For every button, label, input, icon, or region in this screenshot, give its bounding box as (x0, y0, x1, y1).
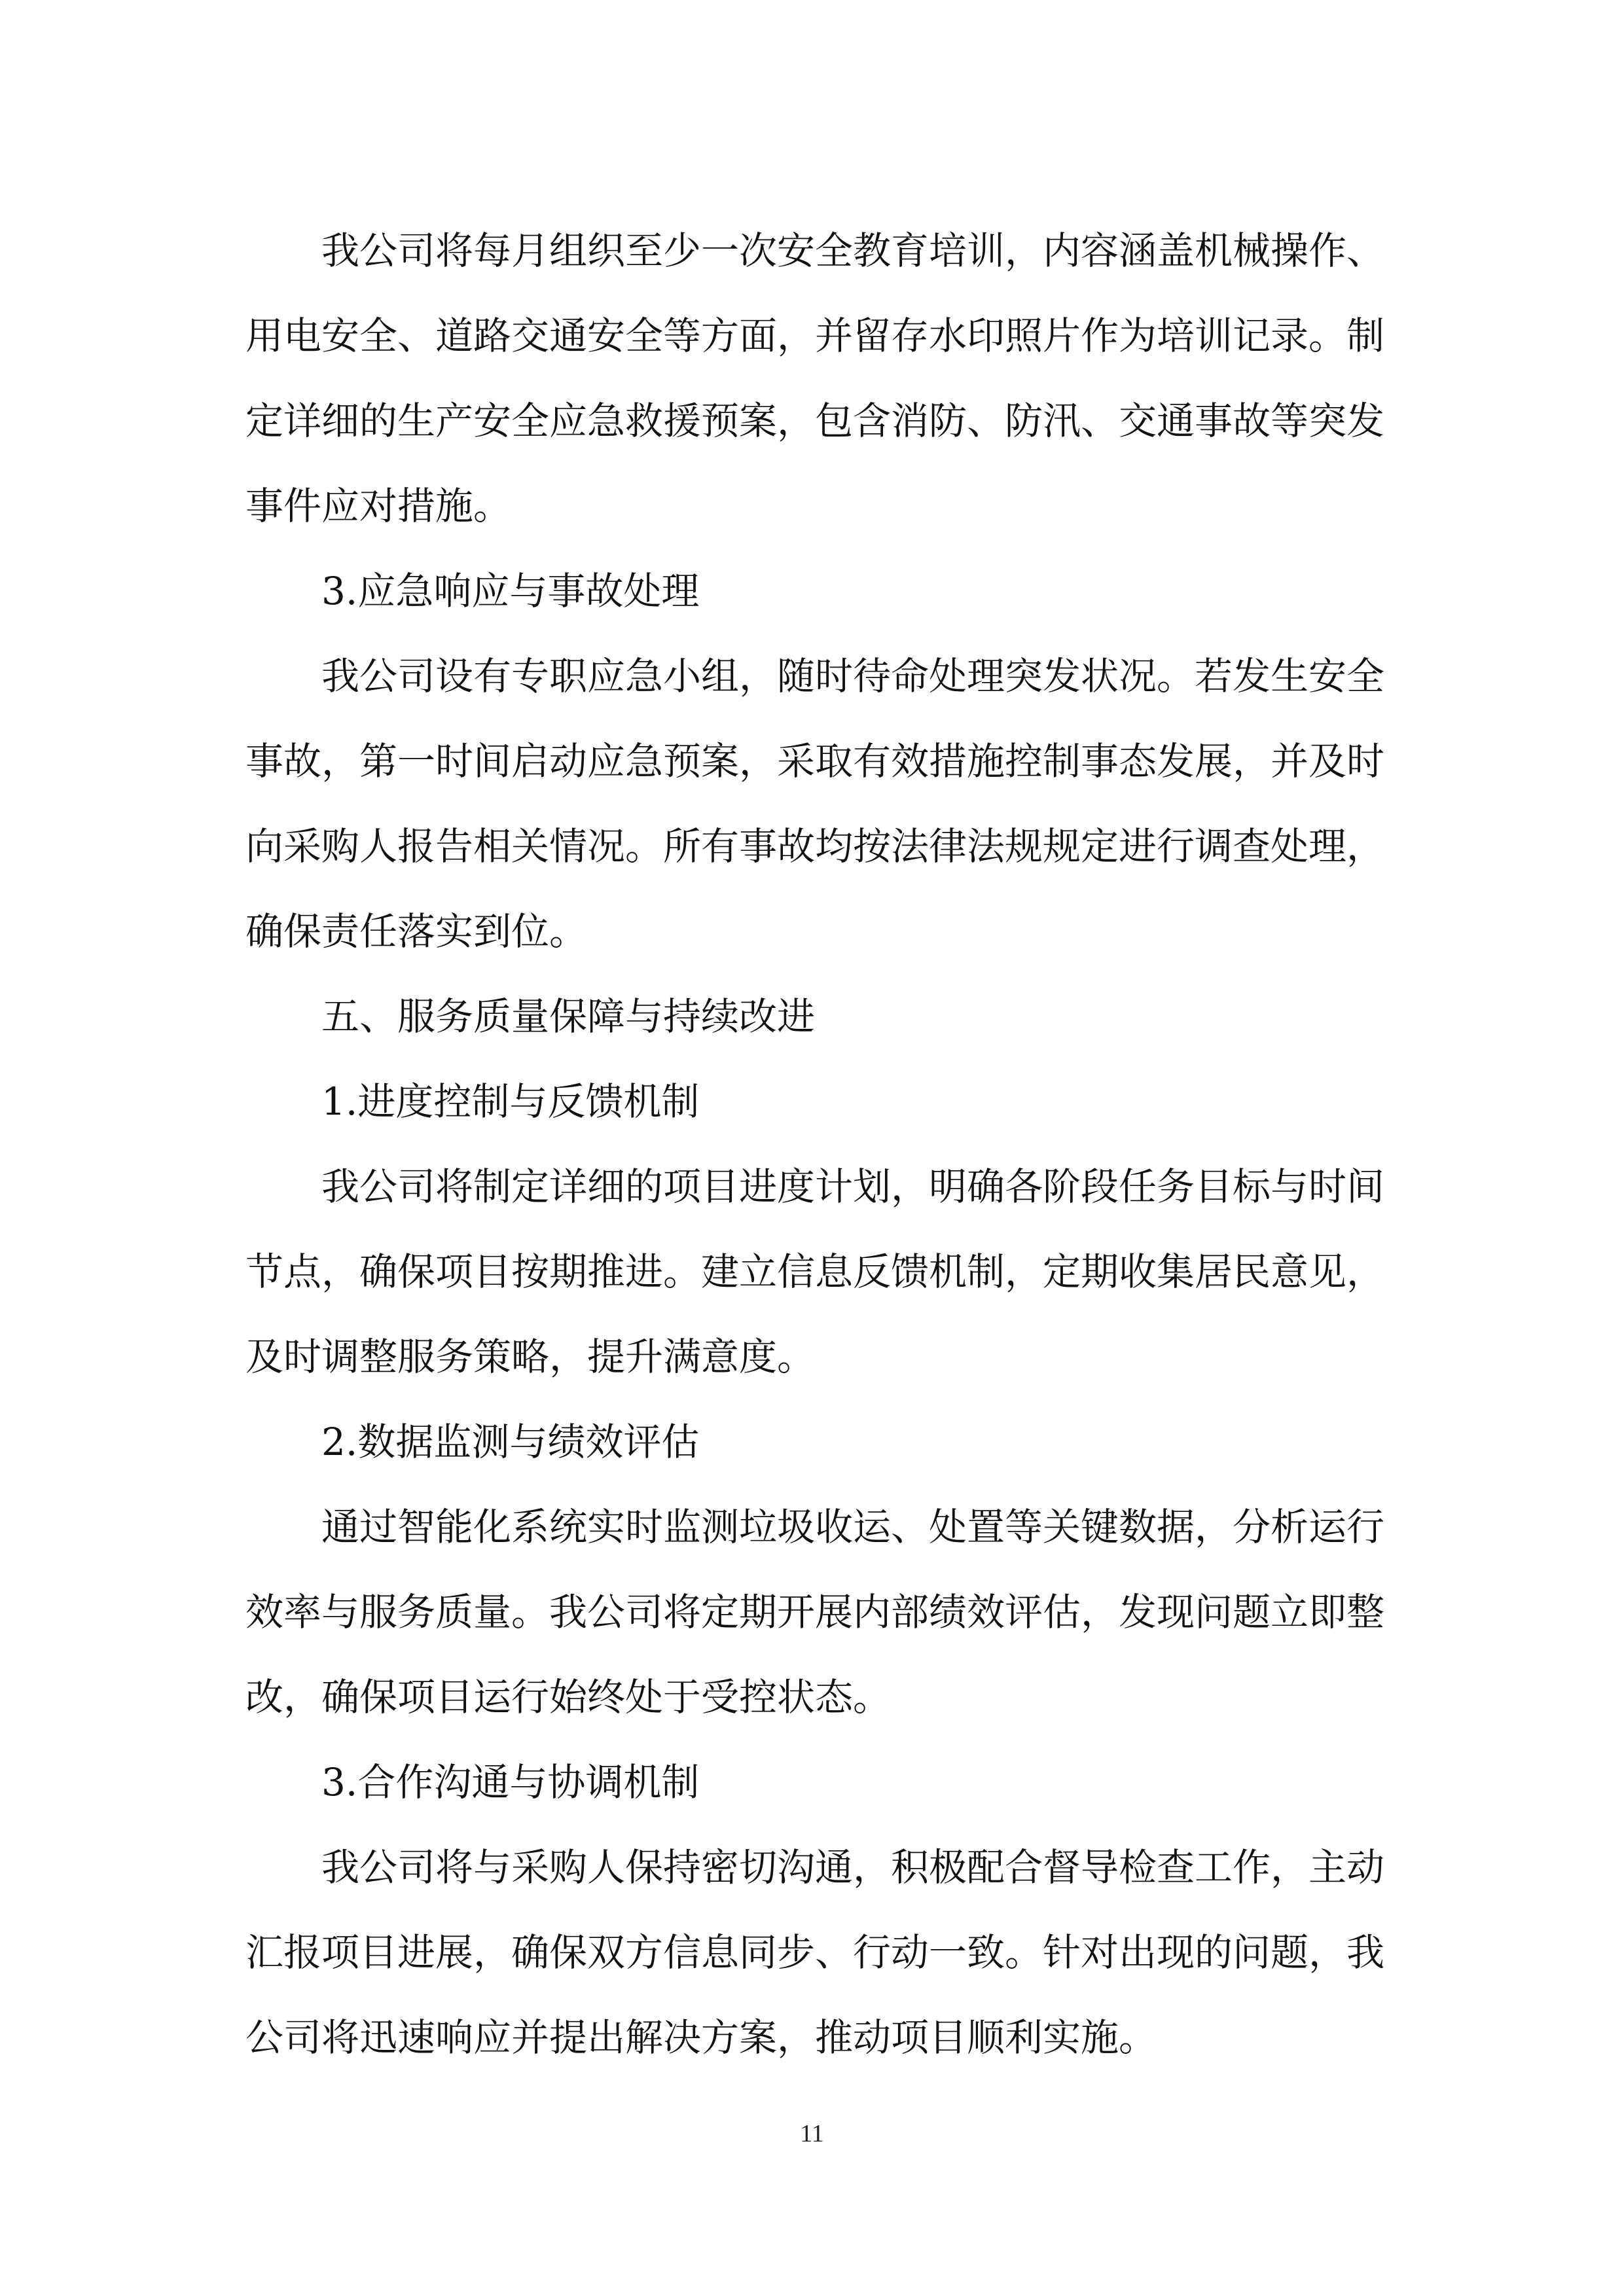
paragraph-safety-training: 我公司将每月组织至少一次安全教育培训，内容涵盖机械操作、用电安全、道路交通安全等方面，并留存水印照片作为培训记录。制定详细的生产安全应急救援预案，包含消防、防汛、交通事故等突发事件应对措施。 (245, 228, 1385, 528)
paragraph-data-monitoring: 通过智能化系统实时监测垃圾收运、处置等关键数据，分析运行效率与服务质量。我公司将定期开展内部绩效评估，发现问题立即整改，确保项目运行始终处于受控状态。 (245, 1505, 1385, 1719)
paragraph-emergency-team: 我公司设有专职应急小组，随时待命处理突发状况。若发生安全事故，第一时间启动应急预案，采取有效措施控制事态发展，并及时向采购人报告相关情况。所有事故均按法律法规规定进行调查处理，确保责任落实到位。 (245, 654, 1385, 954)
heading-emergency-response: 3.应急响应与事故处理 (321, 569, 700, 613)
paragraph-progress-plan: 我公司将制定详细的项目进度计划，明确各阶段任务目标与时间节点，确保项目按期推进。建立信息反馈机制，定期收集居民意见，及时调整服务策略，提升满意度。 (245, 1164, 1385, 1379)
heading-progress-control: 1.进度控制与反馈机制 (321, 1079, 700, 1124)
paragraph-cooperation: 我公司将与采购人保持密切沟通，积极配合督导检查工作，主动汇报项目进展，确保双方信息同步、行动一致。针对出现的问题，我公司将迅速响应并提出解决方案，推动项目顺利实施。 (245, 1845, 1385, 2060)
section-heading-quality-assurance: 五、服务质量保障与持续改进 (321, 994, 816, 1039)
heading-data-monitoring: 2.数据监测与绩效评估 (321, 1420, 700, 1464)
page-body (245, 208, 1384, 2080)
page-number: 11 (800, 2120, 824, 2147)
heading-cooperation: 3.合作沟通与协调机制 (321, 1760, 700, 1804)
